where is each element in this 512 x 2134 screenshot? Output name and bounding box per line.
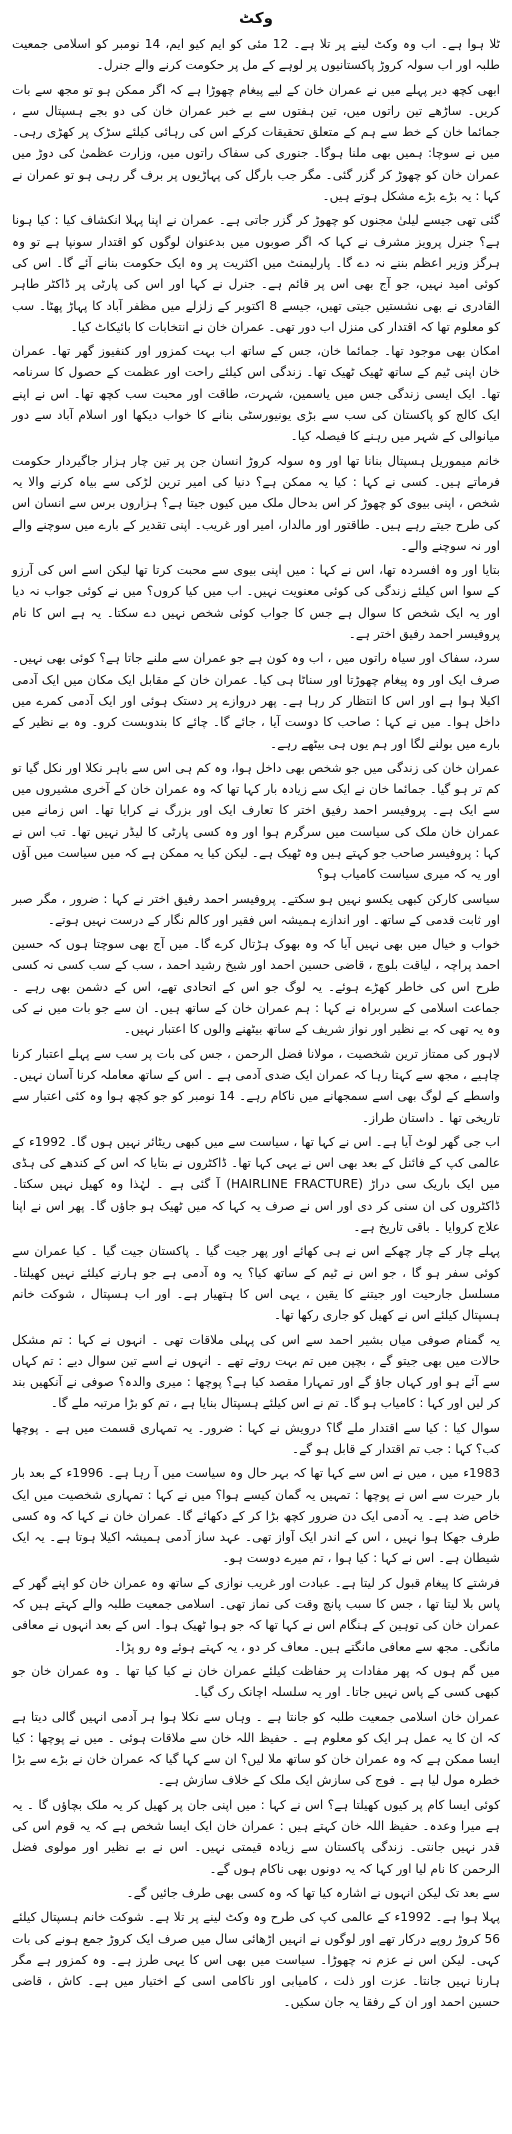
article-paragraph: اب جی گھر لوٹ آیا ہے۔ اس نے کہا تھا ، سیاست سے میں کبھی ریٹائر نہیں ہوں گا۔ 1992ء کے عالمی کپ کے فائنل کے بعد بھی اس نے یہی کہا تھا۔ ڈاکٹروں نے بتایا کہ اس کے کندھے کی ہڈی میں ایک باریک سی دراڑ (HAIRLINE FRACTURE) آ گئی ہے ۔ لہٰذا وہ کھیل نہیں سکتا۔ ڈاکٹروں کی ان سنی کر دی اور اس نے صرف یہ کہا کہ میں ٹھیک ہو جاؤں گا۔ پھر اس نے اپنا علاج کروایا ۔ باقی تاریخ ہے۔ <box>12 1134 500 1235</box>
article-body <box>12 34 500 2014</box>
article-paragraph: پہلے چار کے چار چھکے اس نے ہی کھائے اور پھر جیت گیا ۔ پاکستان جیت گیا ۔ کیا عمران سے کوئی سفر ہو گا ، جو اس نے ٹیم کے ساتھ کیا؟ یہ وہ آدمی ہے جو ہارنے کیلئے نہیں کھیلتا۔ مسلسل جارحیت اور جیتنے کا یقین ، یہی اس کا ہتھیار ہے۔ اور اب ہسپتال ، شوکت خانم ہسپتال کیلئے اس نے کھیل کو جاری رکھا تھا۔ <box>12 1244 500 1323</box>
article-paragraph: عمران خان اسلامی جمعیت طلبہ کو جانتا ہے ۔ وہاں سے نکلا ہوا ہر آدمی انہیں گالی دیتا ہے کہ ان کا یہ عمل ہر ایک کو معلوم ہے ۔ حفیظ اللہ خان سے ملاقات ہوئی ۔ میں نے پوچھا : کیا ایسا ممکن ہے کہ وہ عمران خان کو ساتھ ملا لیں؟ ان سے کہا گیا کہ عمران خان نے بڑے سے بڑا خطرہ مول لیا ہے ۔ فوج کی سازش ایک ملک کے خلاف سازش ہے۔ <box>12 1709 500 1788</box>
article-paragraph: سیاسی کارکن کبھی یکسو نہیں ہو سکتے۔ پروفیسر احمد رفیق اختر نے کہا : ضرور ، مگر صبر اور ثابت قدمی کے ساتھ۔ اور اندازے ہمیشہ اس فقیر اور کالم نگار کے درست نہیں ہوتے۔ <box>12 891 500 927</box>
article-paragraph: ٹلا ہوا ہے۔ اب وہ وکٹ لینے پر تلا ہے۔ 12 مئی کو ایم کیو ایم، 14 نومبر کو اسلامی جمعیت طلبہ اور اب سولہ کروڑ پاکستانیوں پر لوہے کے مل پر حکومت کرنے والے جنرل۔ <box>12 37 500 73</box>
article-paragraph: ابھی کچھ دیر پہلے میں نے عمران خان کے لیے پیغام چھوڑا ہے کہ اگر ممکن ہو تو مجھ سے بات کریں۔ ساڑھے تین راتوں میں، تین ہفتوں سے بے خبر عمران خان کی دو بجے ہسپتال سے ، جمائما خان کے خط سے ہم کے متعلق تحقیقات کرکے اس کی رہائی کیلئے سڑک پر کھڑی رہی۔ میں نے سوچا: ہمیں بھی ملنا ہوگا۔ جنوری کی سفاک راتوں میں، وزارت عظمیٰ کی دوڑ میں عمران خان کو چھوڑ کر گزر گئی۔ مگر جب بارگل کی پہاڑیوں پر برف گر رہی ہو تو عمران نے کہا : یہ بڑے بڑے مشکل ہوتے ہیں۔ <box>12 82 500 204</box>
article-paragraph: سوال کیا : کیا سے اقتدار ملے گا؟ درویش نے کہا : ضرور۔ یہ تمہاری قسمت میں ہے ۔ پوچھا کب؟ کہا : جب تم اقتدار کے قابل ہو گے۔ <box>12 1420 500 1456</box>
article-paragraph: گئی تھی جیسے لیلیٰ مجنوں کو چھوڑ کر گزر جاتی ہے۔ عمران نے اپنا پہلا انکشاف کیا : کیا ہونا ہے؟ جنرل پرویز مشرف نے کہا کہ اگر صوبوں میں بدعنوان لوگوں کو اقتدار سونپا ہے تو وہ ہرگز وزیر اعظم بننے نہ دے گا۔ پارلیمنٹ میں اکثریت پر وہ ایک حکومت بنانے آئے گا۔ اس کی کوئی امید نہیں، جو آج بھی اس پر قائم ہے۔ جنرل نے کہا اور اس کی پارٹی پر ڈاکٹر طاہر القادری نے بھی نشستیں جیتی تھیں، جیسے 8 اکتوبر کے زلزلے میں مظفر آباد کا پہاڑ پھٹا۔ سب کو معلوم تھا کہ اقتدار کی منزل اب دور تھی۔ عمران خان نے انتخابات کا بائیکاٹ کیا۔ <box>12 213 501 334</box>
article-paragraph: خواب و خیال میں بھی نہیں آیا کہ وہ بھوک ہڑتال کرے گا۔ میں آج بھی سوچتا ہوں کہ حسین احمد پراچہ ، لیاقت بلوچ ، قاضی حسین احمد اور شیخ رشید احمد ، سب کے سب کسی نہ کسی طرح اس کی خاطر کھڑے ہوئے۔ یہ لوگ جو اس کے اتحادی تھے، اس کے دشمن بھی رہے ۔ جماعت اسلامی کے سربراہ نے کہا : ہم عمران خان کے ساتھ ہیں۔ ان سے جو بات میں نے کی وہ یہ تھی کہ بے نظیر اور نواز شریف کے ساتھ بیٹھنے والوں کا اعتبار نہیں۔ <box>12 937 500 1037</box>
article-paragraph: امکان بھی موجود تھا۔ جمائما خان، جس کے ساتھ اب بہت کمزور اور کنفیوز گھر تھا۔ عمران خان اپنی ٹیم کے ساتھ ٹھیک ٹھیک تھا۔ زندگی اس کیلئے راحت اور عظمت کے حصول کا سرنامہ تھا۔ ایک ایسی زندگی جس میں یاسمین، شہرت، طاقت اور محبت سب کچھ تھا۔ اس نے اپنے ایک کالج کو پاکستان کی سب سے بڑی یونیورسٹی بنانے کا خواب دیکھا اور اسلام آباد سے دور میانوالی کے شہر میں رہنے کا فیصلہ کیا۔ <box>12 344 500 444</box>
article-paragraph: بتایا اور وہ افسردہ تھا، اس نے کہا : میں اپنی بیوی سے محبت کرتا تھا لیکن اسے اس کی آرزو کے سوا اس کیلئے زندگی کی کوئی معنویت نہیں۔ اب میں کیا کروں؟ میں نے کوئی جواب نہ دیا اور یہ ایک شخص کا سوال ہے جس کا جواب کوئی شخص نہیں دے سکتا۔ یہ ہے اس کا نام پروفیسر احمد رفیق اختر ہے۔ <box>12 563 500 642</box>
article-paragraph: 1983ء میں ، میں نے اس سے کہا تھا کہ بہر حال وہ سیاست میں آ رہا ہے۔ 1996ء کے بعد بار بار حیرت سے اس نے پوچھا : تمہیں یہ گمان کیسے ہوا؟ میں نے کہا : تمہاری شخصیت میں ایک خاص ضد ہے۔ یہ آدمی ایک دن ضرور کچھ بڑا کر کے دکھائے گا۔ عمران خان نے کہا کہ وہ کسی طرف جھکا ہوا نہیں ، اس کے اندر ایک آواز تھی۔ عہد ساز آدمی ہمیشہ اکیلا ہوتا ہے۔ یہ ایک شیطان ہے۔ اس نے کہا : کیا ہوا ، تم میرے دوست ہو۔ <box>12 1466 500 1566</box>
article-title: وکٹ <box>239 9 273 27</box>
article-paragraph: عمران خان کی زندگی میں جو شخص بھی داخل ہوا، وہ کم ہی اس سے باہر نکلا اور نکل گیا تو کم تر ہو گیا۔ جمائما خان نے ایک سے زیادہ بار کہا تھا کہ وہ عمران خان کے آخری مشیروں میں سے ایک ہے۔ پروفیسر احمد رفیق اختر کا تعارف ایک اور بزرگ نے کرایا تھا۔ اس زمانے میں عمران خان ملک کی سیاست میں سرگرم ہوا اور وہ کسی پارٹی کا لیڈر نہیں تھا۔ تب اس نے کہا : پروفیسر صاحب جو کہتے ہیں وہ ٹھیک ہے۔ لیکن کیا یہ ممکن ہے کہ میں سیاست میں آؤں اور یہ کہ میری سیاست کامیاب ہو؟ <box>12 760 500 882</box>
article-paragraph: سے بعد تک لیکن انہوں نے اشارہ کیا تھا کہ وہ کسی بھی طرف جائیں گے۔ <box>126 1885 500 1900</box>
article-paragraph: خانم میموریل ہسپتال بنانا تھا اور وہ سولہ کروڑ انسان جن پر تین چار ہزار جاگیردار حکومت فرماتے ہیں۔ کسی نے کہا : کیا یہ ممکن ہے؟ دنیا کی امیر ترین لڑکی سے بیاہ کرنے والا یہ شخص ، اپنی بیوی کو چھوڑ کر اس بدحال ملک میں کیوں جیتا ہے؟ ہزاروں برس سے انسان اس کی طرح جیتے رہے ہیں۔ طاقتور اور مالدار، امیر اور غریب۔ اپنی تقدیر کے بارے میں سوچنے والے اور نہ سوچنے والے۔ <box>12 453 500 553</box>
article-paragraph: میں گم ہوں کہ پھر مفادات پر حفاظت کیلئے عمران خان نے کیا کیا تھا ۔ وہ عمران خان جو کبھی کسی کے پاس نہیں جاتا۔ اور یہ سلسلہ اچانک رک گیا۔ <box>12 1663 500 1700</box>
article-paragraph: فرشتے کا پیغام قبول کر لیتا ہے۔ عبادت اور غریب نوازی کے ساتھ وہ عمران خان کو اپنے گھر کے پاس بلا لیتا تھا ، جس کا سبب پانچ وقت کی نماز تھی۔ اسلامی جمعیت طلبہ والے کہتے ہیں کہ عمران خان کی توہین کے ہنگام اس نے کہا تھا کہ جو ہوا ٹھیک ہوا۔ اس کے بعد انہوں نے معافی مانگی۔ مجھ سے معافی مانگتے ہیں۔ معاف کر دو ، یہ کہتے ہوئے وہ رو پڑا۔ <box>12 1575 500 1654</box>
article-paragraph: سرد، سفاک اور سیاہ راتوں میں ، اب وہ کون ہے جو عمران سے ملنے جاتا ہے؟ کوئی بھی نہیں۔ صرف ایک اور وہ پیغام چھوڑتا اور سناٹا ہی کیا۔ عمران خان کے مقابل ایک مکان میں ایک آدمی اکیلا ہوا ہے اور اس کا انتظار کر رہا ہے۔ پھر دروازے پر دستک ہوئی اور ایک آدمی کمرے میں داخل ہوا۔ میں نے کہا : صاحب کا دوست آیا ، جائے گا۔ چائے کا بندوبست کرو۔ وہ بے نظیر کے بارے میں بولنے لگا اور ہم یوں ہی بیٹھے رہے۔ <box>12 651 500 751</box>
article-paragraph: کوئی ایسا کام پر کیوں کھیلتا ہے؟ اس نے کہا : میں اپنی جان پر کھیل کر یہ ملک بچاؤں گا ۔ یہ ہے میرا وعدہ۔ حفیظ اللہ خان کہتے ہیں : عمران خان ایک ایسا شخص ہے کہ یہ قوم اس کی قدر نہیں جانتی۔ زندگی پاکستان سے زیادہ قیمتی نہیں۔ اس نے بے نظیر اور مولوی فضل الرحمن کا نام لیا اور کہا کہ یہ دونوں بھی ناکام ہوں گے۔ <box>12 1797 500 1876</box>
article-paragraph: یہ گمنام صوفی میاں بشیر احمد سے اس کی پہلی ملاقات تھی ۔ انہوں نے کہا : تم مشکل حالات میں بھی جیتو گے ، بچپن میں تم بہت روتے تھے ۔ انہوں نے اسے تین سوال دیے : تم کہاں سے آئے ہو اور کہاں جاؤ گے اور تمہارا مقصد کیا ہے؟ پوچھا : میری والدہ؟ صوفی نے آنکھیں بند کر لیں اور کہا : کامیاب ہو گا۔ تم نے اس کیلئے ہسپتال بنایا ہے ، تم کو بڑا مرتبہ ملے گا۔ <box>12 1332 500 1411</box>
article-paragraph: لاہور کی ممتاز ترین شخصیت ، مولانا فضل الرحمن ، جس کی بات پر سب سے پہلے اعتبار کرنا چاہیے ، مجھ سے کہتا رہا کہ عمران ایک ضدی آدمی ہے ۔ اس کے ساتھ معاملہ کرنا آسان نہیں۔ واسطے کے لوگ بھی اسے سمجھانے میں ناکام رہے۔ 14 نومبر کو جو کچھ ہوا وہ کئی اعتبار سے تاریخی تھا ۔ داستان طراز۔ <box>12 1046 500 1125</box>
article-paragraph: پہلا ہوا ہے۔ 1992ء کے عالمی کپ کی طرح وہ وکٹ لینے پر تلا ہے۔ شوکت خانم ہسپتال کیلئے 56 کروڑ روپے درکار تھے اور لوگوں نے انہیں اڑھائی سال میں صرف ایک کروڑ جمع ہونے کی بات کہی۔ لیکن اس نے عزم نہ چھوڑا۔ سیاست میں بھی اس کا یہی طرز ہے۔ وہ کمزور ہے مگر ہارنا نہیں جانتا۔ عزت اور ذلت ، کامیابی اور ناکامی اسی کے اختیار میں ہے۔ کاش ، قاضی حسین احمد اور ان کے رفقا یہ جان سکیں۔ <box>12 1910 500 2010</box>
